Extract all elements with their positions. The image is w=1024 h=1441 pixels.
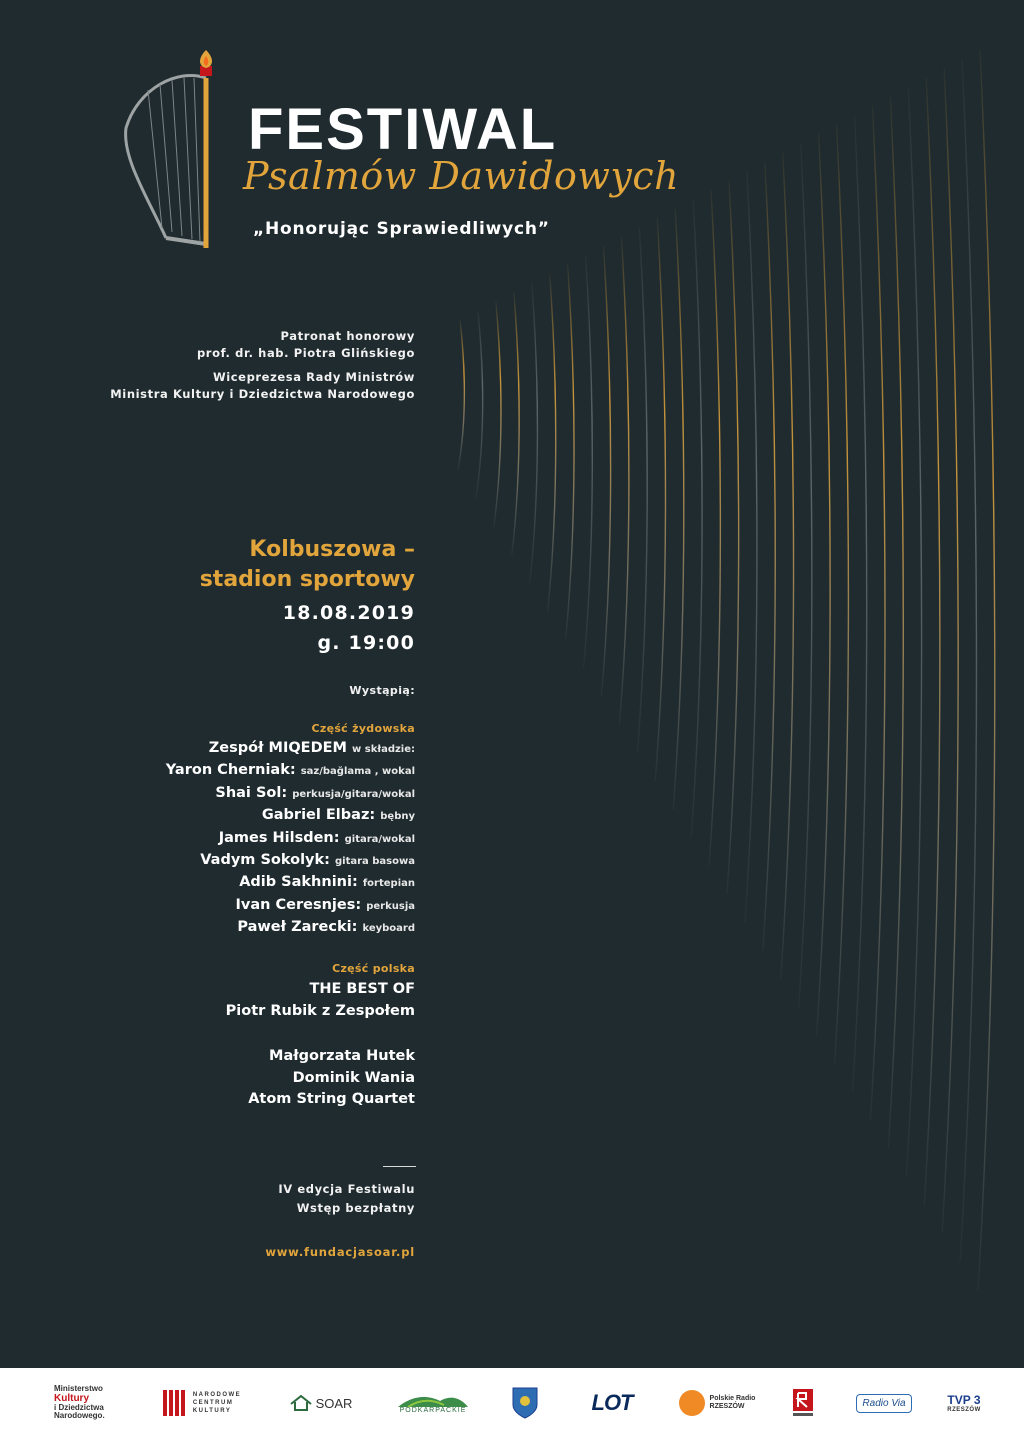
harp-string <box>458 320 464 470</box>
performer-row <box>166 738 415 760</box>
performer-line: Dominik Wania <box>292 1069 415 1086</box>
event-time: g. 19:00 <box>317 632 415 654</box>
performer-role: gitara/wokal <box>344 833 415 845</box>
ministry-culture-logo <box>54 1378 116 1428</box>
performer-line: Atom String Quartet <box>248 1091 415 1108</box>
performer-row <box>166 850 415 872</box>
harp-string <box>781 152 794 979</box>
harp-string <box>817 134 831 1036</box>
performer-line: Małgorzata Hutek <box>269 1048 415 1065</box>
harp-string <box>512 292 519 555</box>
harp-string <box>763 162 775 951</box>
performer-name: Shai Sol: <box>215 784 288 801</box>
harp-string <box>584 255 593 668</box>
rzeszow-logo-icon <box>788 1378 818 1428</box>
harp-string <box>637 227 647 753</box>
section-heading: Część polska <box>332 962 415 975</box>
harp-string <box>601 246 610 697</box>
soar-logo <box>283 1378 359 1428</box>
soar-house-icon <box>290 1394 312 1412</box>
polish-part <box>226 962 415 1111</box>
logo-text: Ministerstwo <box>54 1384 103 1394</box>
harp-string <box>852 115 866 1092</box>
edition-line: IV edycja Festiwalu <box>278 1182 415 1196</box>
nck-logo <box>160 1378 244 1428</box>
performer-role: bębny <box>380 811 415 823</box>
jewish-part <box>166 722 415 940</box>
radio-circle-icon <box>679 1390 705 1416</box>
performer-name: Gabriel Elbaz: <box>261 807 376 824</box>
harp-string <box>835 124 849 1063</box>
podkarpackie-hills-icon <box>398 1393 468 1407</box>
logo-text: PODKARPACKIE <box>399 1406 467 1414</box>
performer-name: Adib Sakhnini: <box>239 874 358 891</box>
logo-text: NARODOWE <box>192 1392 242 1398</box>
harp-string <box>548 273 556 611</box>
harp-string <box>494 301 501 526</box>
harp-string <box>978 50 995 1290</box>
performer-name: James Hilsden: <box>218 829 340 846</box>
festival-motto: „Honorując Sprawiedliwych” <box>253 219 550 239</box>
performer-row <box>166 917 415 939</box>
harp-string <box>942 69 958 1234</box>
lot-logo: LOT <box>591 1390 633 1415</box>
performer-line: Piotr Rubik z Zespołem <box>225 1002 415 1019</box>
logo-text: RZESZÓW <box>947 1407 981 1413</box>
patronage-line: prof. dr. hab. Piotra Glińskiego <box>196 346 415 360</box>
harp-string <box>888 97 903 1149</box>
entry-line: Wstęp bezpłatny <box>296 1201 415 1215</box>
harp-string <box>870 106 885 1120</box>
podkarpackie-logo <box>394 1378 472 1428</box>
harp-string <box>709 190 720 866</box>
festival-title: FESTIWAL <box>248 97 558 162</box>
performer-name: Yaron Cherniak: <box>165 762 296 779</box>
festival-subtitle: Psalmów Dawidowych <box>243 154 680 198</box>
performer-row <box>166 872 415 894</box>
radio-via-logo <box>856 1378 912 1428</box>
performer-name: Vadym Sokolyk: <box>200 852 330 869</box>
performer-row <box>166 828 415 850</box>
harp-string <box>691 199 702 838</box>
patronage-line: Patronat honorowy <box>280 329 415 343</box>
logo-text: SOAR <box>315 1395 353 1411</box>
harp-string <box>960 59 976 1261</box>
performer-row <box>166 895 415 917</box>
harp-string <box>727 180 739 894</box>
website-link[interactable]: www.fundacjasoar.pl <box>265 1245 415 1259</box>
tvp3-logo <box>942 1378 986 1428</box>
sponsor-bar <box>0 1368 1024 1441</box>
logo-text: CENTRUM <box>192 1400 234 1406</box>
logo-text: Radio Via <box>856 1394 911 1413</box>
performer-name: Ivan Ceresnjes: <box>235 896 362 913</box>
harp-string <box>476 311 483 499</box>
harp-string <box>673 208 684 809</box>
logo-text: Polskie Radio <box>709 1395 756 1402</box>
performer-row <box>166 805 415 827</box>
logo-text: i Dziedzictwa <box>54 1402 104 1412</box>
patronage-line: Wiceprezesa Rady Ministrów <box>212 370 415 384</box>
section-heading: Część żydowska <box>311 722 415 735</box>
harp-string <box>745 171 757 922</box>
divider <box>383 1166 416 1167</box>
performer-role: perkusja/gitara/wokal <box>292 788 415 800</box>
harp-string <box>655 218 665 781</box>
logo-text: RZESZÓW <box>709 1403 745 1410</box>
performer-line: THE BEST OF <box>309 981 415 997</box>
venue <box>200 535 415 595</box>
venue-line: Kolbuszowa – <box>249 537 415 562</box>
event-date: 18.08.2019 <box>282 602 415 624</box>
venue-line: stadion sportowy <box>199 567 415 592</box>
polskie-radio-logo <box>675 1378 759 1428</box>
coat-of-arms-icon <box>508 1378 542 1428</box>
event-datetime <box>283 598 415 658</box>
performers-heading: Wystąpią: <box>349 684 415 697</box>
performer-role: perkusja <box>366 900 415 912</box>
performer-role: saz/bağlama , wokal <box>300 766 415 778</box>
patronage-block <box>110 328 415 403</box>
performer-role: keyboard <box>362 923 415 935</box>
harp-string <box>619 236 629 724</box>
harp-string <box>906 87 921 1177</box>
performer-role: gitara basowa <box>335 856 415 868</box>
performer-row <box>166 783 415 805</box>
logo-text: TVP 3 <box>947 1393 981 1407</box>
harp-string <box>799 143 812 1007</box>
logo-text: KULTURY <box>192 1408 232 1414</box>
harp-string <box>566 264 574 640</box>
harp-string <box>924 78 940 1205</box>
harp-logo-icon <box>118 48 228 254</box>
harp-string <box>530 283 538 583</box>
performer-role: w składzie: <box>352 744 415 755</box>
logo-text: Kultury <box>54 1392 89 1404</box>
performer-role: fortepian <box>362 878 415 890</box>
nck-grid-icon <box>163 1390 187 1416</box>
performer-name: Paweł Zarecki: <box>237 919 358 936</box>
performer-row <box>166 760 415 782</box>
performer-name: Zespół MIQEDEM <box>208 740 347 756</box>
logo-text: Narodowego. <box>54 1411 105 1421</box>
edition-info <box>278 1180 415 1218</box>
patronage-line: Ministra Kultury i Dziedzictwa Narodowego <box>110 387 415 401</box>
